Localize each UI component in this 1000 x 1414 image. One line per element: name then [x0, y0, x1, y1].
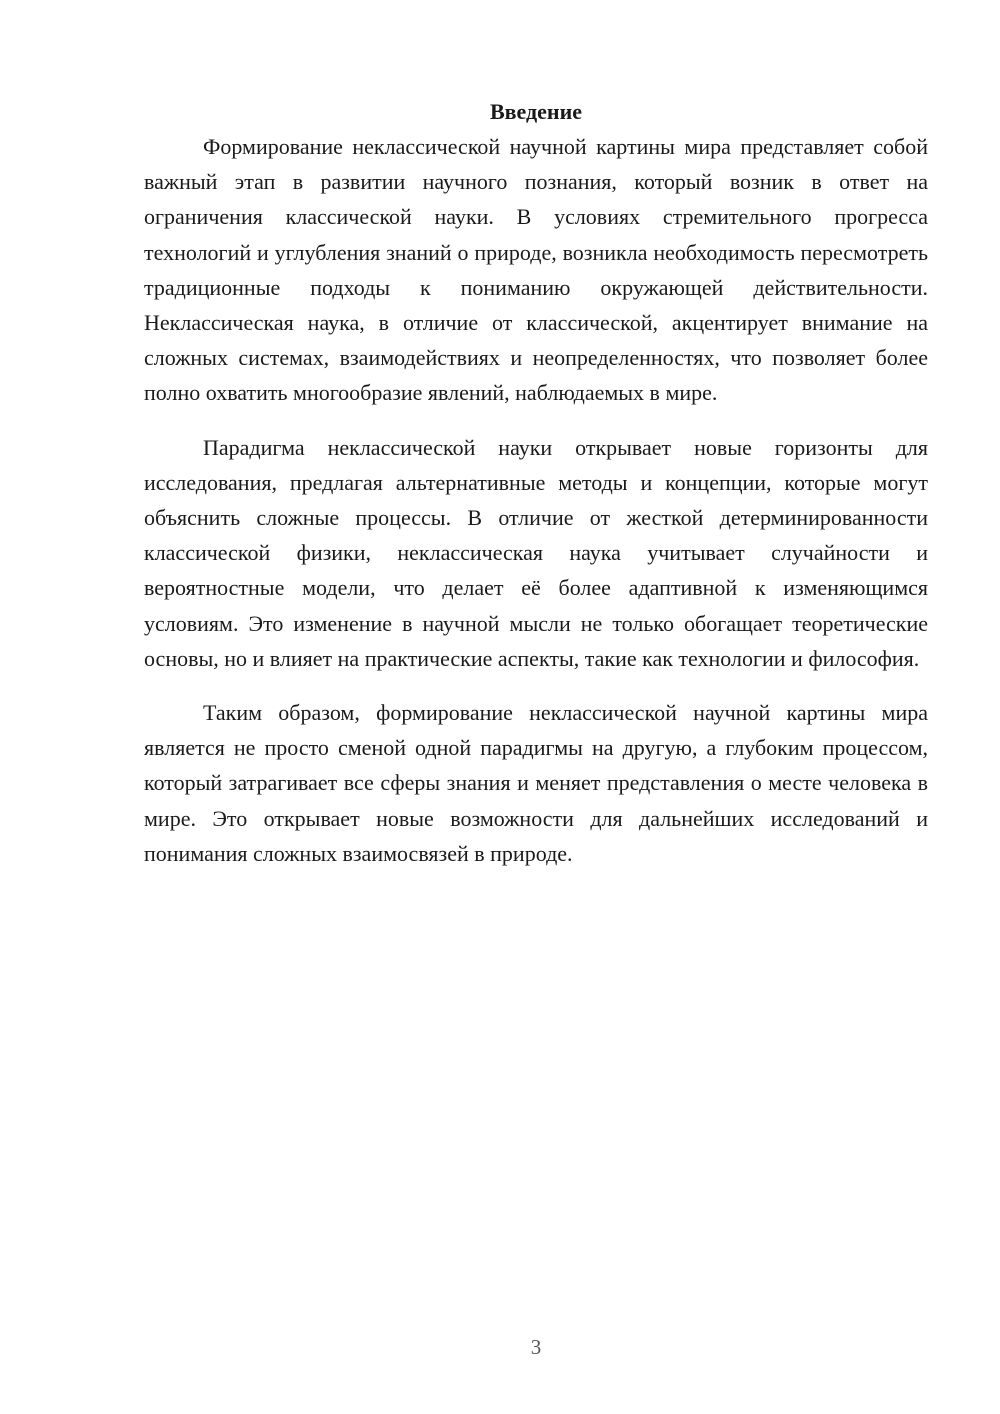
paragraph-3: Таким образом, формирование неклассической научной картины мира является не просто сменой одной парадигмы на другую, а глубоким процессом, который затрагивает все сферы знания и меняет представления о месте человека в мире. Это открывает новые возможности для дальнейших исследований и понимания сложных взаимосвязей в природе. — [144, 700, 928, 866]
section-heading: Введение — [489, 99, 583, 124]
page-content — [144, 94, 928, 871]
paragraph-2: Парадигма неклассической науки открывает новые горизонты для исследования, предлагая альтернативные методы и концепции, которые могут объяснить сложные процессы. В отличие от жесткой детерминированности классической физики, неклассическая наука учитывает случайности и вероятностные модели, что делает её более адаптивной к изменяющимся условиям. Это изменение в научной мысли не только обогащает теоретические основы, но и влияет на практические аспекты, такие как технологии и философия. — [144, 434, 928, 671]
paragraph-1: Формирование неклассической научной картины мира представляет собой важный этап в развитии научного познания, который возник в ответ на ограничения классической науки. В условиях стремительного прогресса технологий и углубления знаний о природе, возникла необходимость пересмотреть традиционные подходы к пониманию окружающей действительности. Неклассическая наука, в отличие от классической, акцентирует внимание на сложных системах, взаимодействиях и неопределенностях, что позволяет более полно охватить многообразие явлений, наблюдаемых в мире. — [144, 134, 928, 406]
page-number: 3 — [530, 1335, 542, 1359]
